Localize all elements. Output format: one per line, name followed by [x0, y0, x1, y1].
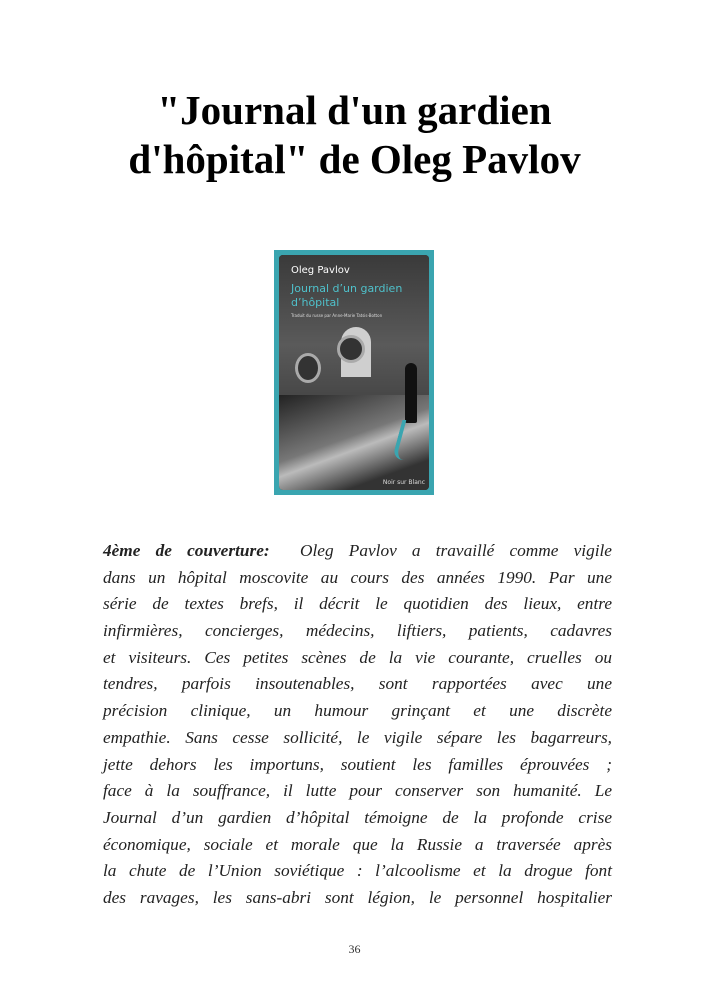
text-line: face à la souffrance, il lutte pour conserver son humanité. Le [103, 781, 612, 801]
back-cover-text [103, 538, 612, 912]
text-line: jette dehors les importuns, soutient les familles éprouvées ; [103, 754, 612, 774]
cover-title-line-2: d’hôpital [291, 296, 340, 309]
cover-figure [405, 363, 417, 423]
cover-title-line-1: Journal d’un gardien [291, 282, 403, 295]
cover-translator: Traduit du russe par Anne-Marie Tatsis-Botton [291, 313, 383, 318]
book-cover-image [274, 250, 434, 495]
text-span: Oleg Pavlov a travaillé comme vigile [300, 541, 612, 560]
text-line: précision clinique, un humour grinçant et une discrète [103, 701, 612, 721]
title-line-2: d'hôpital" de Oleg Pavlov [128, 136, 581, 182]
text-line: Journal d’un gardien d’hôpital témoigne de la profonde crise [103, 807, 612, 827]
cover-lamp [295, 353, 321, 383]
text-line: tendres, parfois insoutenables, sont rapportées avec une [103, 674, 612, 694]
text-line: des ravages, les sans-abri sont légion, le personnel hospitalier [103, 887, 612, 907]
text-line [103, 538, 612, 565]
cover-publisher: Noir sur Blanc [382, 479, 425, 486]
title-line-1: "Journal d'un gardien [157, 87, 552, 133]
cover-lamp [337, 335, 365, 363]
text-line: infirmières, concierges, médecins, liftiers, patients, cadavres [103, 621, 612, 641]
text-line: et visiteurs. Ces petites scènes de la vie courante, cruelles ou [103, 647, 612, 667]
text-line: série de textes brefs, il décrit le quotidien des lieux, entre [103, 594, 612, 614]
cover-photo [279, 255, 429, 490]
text-line: la chute de l’Union soviétique : l’alcoolisme et la drogue font [103, 861, 612, 881]
text-line: économique, sociale et morale que la Russie a traversée après [103, 834, 612, 854]
cover-author: Oleg Pavlov [291, 265, 350, 276]
cover-title [291, 282, 402, 310]
page-title [0, 86, 709, 184]
text-line: empathie. Sans cesse sollicité, le vigile sépare les bagarreurs, [103, 727, 612, 747]
page-number: 36 [348, 942, 361, 956]
lead-label: 4ème de couverture: [103, 541, 270, 560]
text-line: dans un hôpital moscovite au cours des années 1990. Par une [103, 567, 612, 587]
